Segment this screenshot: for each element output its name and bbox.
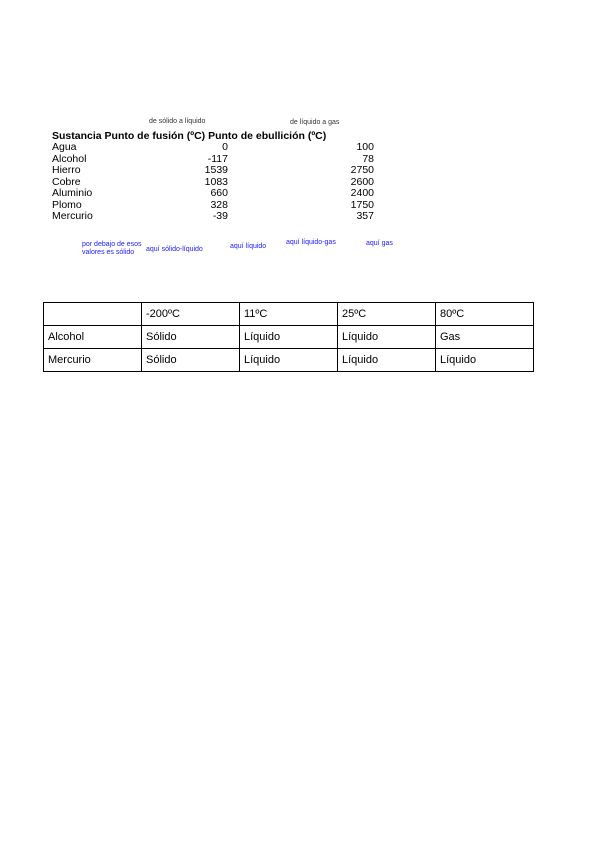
substance-cell: Alcohol [44, 326, 142, 349]
substance-name: Aluminio [52, 187, 93, 199]
substance-name: Cobre [52, 175, 81, 188]
table-header-row [44, 303, 534, 326]
note-liquid: aquí líquido [230, 243, 267, 250]
melting-point: 328 [210, 198, 228, 211]
boiling-point: 100 [356, 141, 374, 153]
header-cell: 25ºC [338, 303, 436, 326]
substance-name: Agua [52, 141, 77, 153]
note-liquid-to-gas: de líquido a gas [290, 119, 340, 126]
substance-name: Plomo [52, 198, 82, 211]
state-cell: Gas [436, 326, 534, 349]
header-cell [44, 303, 142, 326]
melting-point: 1083 [204, 175, 228, 188]
substance-name: Hierro [52, 164, 81, 176]
table-row [52, 175, 374, 189]
note-below-solid [82, 241, 142, 257]
header-cell: 80ºC [436, 303, 534, 326]
note-solid-liquid: aquí sólido-líquido [146, 246, 203, 253]
melting-boiling-table [52, 130, 374, 223]
note-liquid-gas: aquí líquido-gas [286, 239, 336, 246]
state-cell: Líquido [240, 349, 338, 372]
state-table [43, 302, 534, 372]
table-header: Sustancia Punto de fusión (ºC) Punto de ebullición (ºC) [52, 130, 327, 142]
boiling-point: 357 [356, 210, 374, 222]
note-below-line1: por debajo de esos [82, 241, 142, 248]
state-cell: Sólido [142, 349, 240, 372]
note-gas: aquí gas [366, 240, 393, 247]
melting-point: 660 [210, 187, 228, 199]
table-row [44, 349, 534, 372]
state-cell: Líquido [338, 326, 436, 349]
state-cell: Sólido [142, 326, 240, 349]
substance-cell: Mercurio [44, 349, 142, 372]
table-row [52, 187, 374, 200]
state-cell: Líquido [338, 349, 436, 372]
note-below-line2: valores es sólido [82, 249, 135, 256]
header-cell: 11ºC [240, 303, 338, 326]
table-row [52, 141, 374, 154]
boiling-point: 2400 [350, 187, 374, 199]
melting-point: -39 [212, 210, 228, 222]
table-row [44, 326, 534, 349]
boiling-point: 1750 [350, 198, 374, 211]
melting-point: -117 [207, 152, 228, 165]
melting-point: 1539 [204, 164, 228, 176]
melting-point: 0 [222, 141, 228, 153]
state-cell: Líquido [240, 326, 338, 349]
boiling-point: 2600 [350, 175, 374, 188]
boiling-point: 2750 [350, 164, 374, 176]
table-row [52, 164, 374, 177]
table-row [52, 198, 374, 212]
table-row [52, 210, 374, 223]
boiling-point: 78 [362, 152, 374, 165]
table-row [52, 152, 374, 166]
header-cell: -200ºC [142, 303, 240, 326]
note-solid-to-liquid: de sólido a líquido [149, 118, 206, 125]
state-cell: Líquido [436, 349, 534, 372]
substance-name: Alcohol [52, 152, 87, 165]
substance-name: Mercurio [52, 210, 93, 222]
